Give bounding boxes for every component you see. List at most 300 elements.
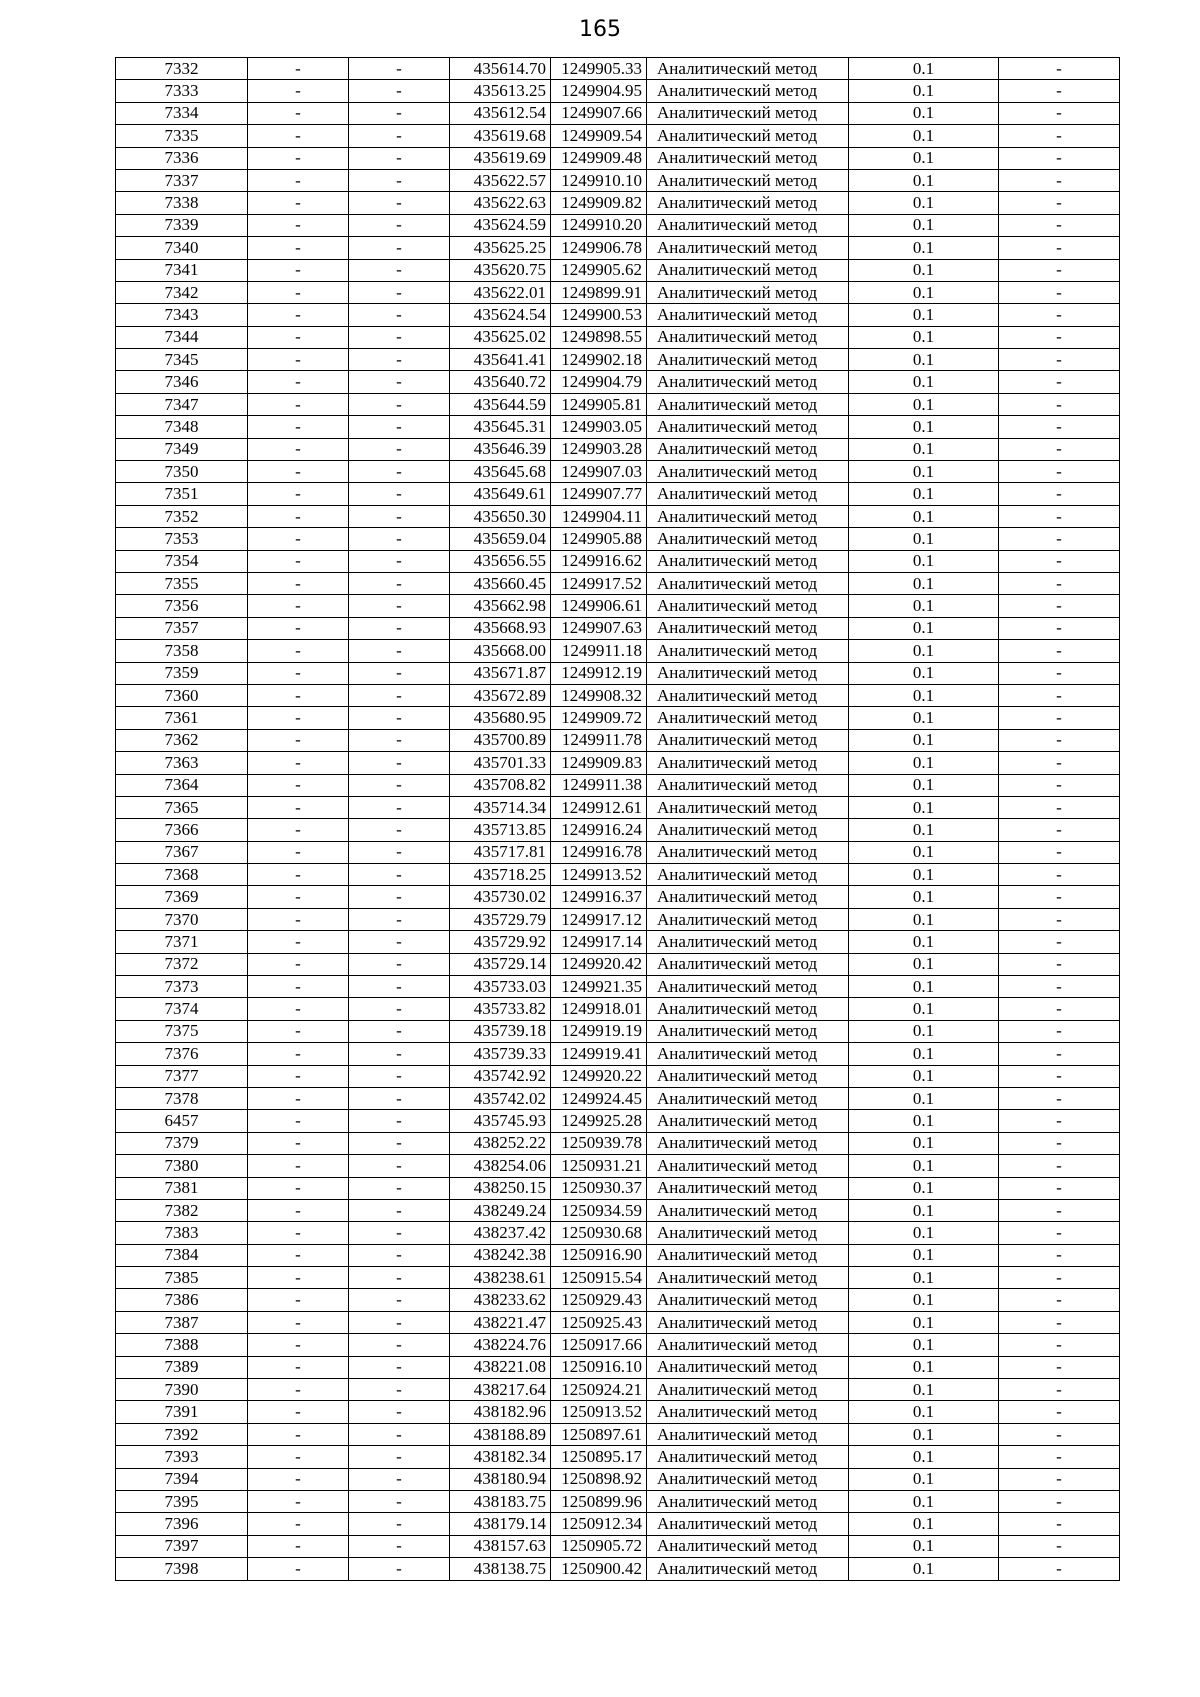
point-number-cell: 7380 [116, 1155, 248, 1177]
point-number-cell: 7367 [116, 841, 248, 863]
dash-cell: - [349, 1468, 450, 1490]
method-cell: Аналитический метод [647, 976, 849, 998]
method-cell: Аналитический метод [647, 58, 849, 80]
x-coordinate-cell: 435622.01 [450, 281, 551, 303]
dash-cell: - [349, 1155, 450, 1177]
dash-cell: - [248, 998, 349, 1020]
accuracy-cell: 0.1 [849, 102, 999, 124]
point-number-cell: 7351 [116, 483, 248, 505]
dash-cell: - [248, 886, 349, 908]
table-row [116, 214, 1120, 236]
accuracy-cell: 0.1 [849, 1468, 999, 1490]
dash-cell: - [349, 796, 450, 818]
dash-cell: - [999, 505, 1120, 527]
method-cell: Аналитический метод [647, 1132, 849, 1154]
dash-cell: - [349, 281, 450, 303]
accuracy-cell: 0.1 [849, 819, 999, 841]
accuracy-cell: 0.1 [849, 461, 999, 483]
dash-cell: - [248, 281, 349, 303]
method-cell: Аналитический метод [647, 1379, 849, 1401]
dash-cell: - [999, 662, 1120, 684]
method-cell: Аналитический метод [647, 1087, 849, 1109]
method-cell: Аналитический метод [647, 640, 849, 662]
accuracy-cell: 0.1 [849, 147, 999, 169]
method-cell: Аналитический метод [647, 1222, 849, 1244]
table-row [116, 931, 1120, 953]
table-row [116, 1423, 1120, 1445]
accuracy-cell: 0.1 [849, 326, 999, 348]
point-number-cell: 7391 [116, 1401, 248, 1423]
dash-cell: - [999, 864, 1120, 886]
dash-cell: - [248, 662, 349, 684]
dash-cell: - [999, 1177, 1120, 1199]
point-number-cell: 7359 [116, 662, 248, 684]
y-coordinate-cell: 1249916.24 [551, 819, 647, 841]
y-coordinate-cell: 1249905.33 [551, 58, 647, 80]
method-cell: Аналитический метод [647, 416, 849, 438]
x-coordinate-cell: 435730.02 [450, 886, 551, 908]
x-coordinate-cell: 438217.64 [450, 1379, 551, 1401]
y-coordinate-cell: 1249906.61 [551, 595, 647, 617]
dash-cell: - [349, 1446, 450, 1468]
y-coordinate-cell: 1249904.79 [551, 371, 647, 393]
method-cell: Аналитический метод [647, 617, 849, 639]
point-number-cell: 7332 [116, 58, 248, 80]
accuracy-cell: 0.1 [849, 1558, 999, 1580]
dash-cell: - [349, 1401, 450, 1423]
dash-cell: - [349, 572, 450, 594]
table-row [116, 1401, 1120, 1423]
y-coordinate-cell: 1249903.28 [551, 438, 647, 460]
x-coordinate-cell: 435668.93 [450, 617, 551, 639]
dash-cell: - [349, 102, 450, 124]
y-coordinate-cell: 1249903.05 [551, 416, 647, 438]
dash-cell: - [999, 1401, 1120, 1423]
dash-cell: - [999, 707, 1120, 729]
dash-cell: - [999, 1535, 1120, 1557]
point-number-cell: 7396 [116, 1513, 248, 1535]
dash-cell: - [999, 58, 1120, 80]
y-coordinate-cell: 1250915.54 [551, 1267, 647, 1289]
y-coordinate-cell: 1250939.78 [551, 1132, 647, 1154]
point-number-cell: 7352 [116, 505, 248, 527]
dash-cell: - [248, 1177, 349, 1199]
x-coordinate-cell: 435614.70 [450, 58, 551, 80]
point-number-cell: 7375 [116, 1020, 248, 1042]
accuracy-cell: 0.1 [849, 998, 999, 1020]
point-number-cell: 7366 [116, 819, 248, 841]
accuracy-cell: 0.1 [849, 393, 999, 415]
y-coordinate-cell: 1249913.52 [551, 864, 647, 886]
y-coordinate-cell: 1249917.14 [551, 931, 647, 953]
method-cell: Аналитический метод [647, 1446, 849, 1468]
point-number-cell: 7383 [116, 1222, 248, 1244]
dash-cell: - [349, 1177, 450, 1199]
accuracy-cell: 0.1 [849, 237, 999, 259]
table-row [116, 684, 1120, 706]
dash-cell: - [999, 259, 1120, 281]
method-cell: Аналитический метод [647, 886, 849, 908]
table-row [116, 976, 1120, 998]
dash-cell: - [248, 528, 349, 550]
point-number-cell: 7364 [116, 774, 248, 796]
y-coordinate-cell: 1249905.81 [551, 393, 647, 415]
method-cell: Аналитический метод [647, 393, 849, 415]
point-number-cell: 7384 [116, 1244, 248, 1266]
y-coordinate-cell: 1249907.03 [551, 461, 647, 483]
method-cell: Аналитический метод [647, 505, 849, 527]
table-row [116, 461, 1120, 483]
accuracy-cell: 0.1 [849, 1379, 999, 1401]
x-coordinate-cell: 435668.00 [450, 640, 551, 662]
point-number-cell: 6457 [116, 1110, 248, 1132]
accuracy-cell: 0.1 [849, 505, 999, 527]
y-coordinate-cell: 1249910.10 [551, 169, 647, 191]
y-coordinate-cell: 1249916.37 [551, 886, 647, 908]
table-row [116, 886, 1120, 908]
point-number-cell: 7373 [116, 976, 248, 998]
x-coordinate-cell: 435641.41 [450, 349, 551, 371]
dash-cell: - [999, 1020, 1120, 1042]
dash-cell: - [349, 483, 450, 505]
dash-cell: - [248, 1199, 349, 1221]
coordinates-table [115, 57, 1120, 1581]
table-row [116, 147, 1120, 169]
dash-cell: - [999, 1222, 1120, 1244]
x-coordinate-cell: 438180.94 [450, 1468, 551, 1490]
accuracy-cell: 0.1 [849, 662, 999, 684]
dash-cell: - [999, 819, 1120, 841]
y-coordinate-cell: 1249898.55 [551, 326, 647, 348]
table-row [116, 1535, 1120, 1557]
dash-cell: - [999, 841, 1120, 863]
table-body [116, 58, 1120, 1581]
x-coordinate-cell: 435717.81 [450, 841, 551, 863]
x-coordinate-cell: 438238.61 [450, 1267, 551, 1289]
accuracy-cell: 0.1 [849, 774, 999, 796]
y-coordinate-cell: 1249912.19 [551, 662, 647, 684]
dash-cell: - [248, 169, 349, 191]
x-coordinate-cell: 438221.47 [450, 1311, 551, 1333]
accuracy-cell: 0.1 [849, 349, 999, 371]
method-cell: Аналитический метод [647, 796, 849, 818]
dash-cell: - [349, 58, 450, 80]
x-coordinate-cell: 438242.38 [450, 1244, 551, 1266]
table-row [116, 505, 1120, 527]
x-coordinate-cell: 435660.45 [450, 572, 551, 594]
table-row [116, 1043, 1120, 1065]
y-coordinate-cell: 1250897.61 [551, 1423, 647, 1445]
dash-cell: - [349, 640, 450, 662]
dash-cell: - [349, 1423, 450, 1445]
accuracy-cell: 0.1 [849, 1087, 999, 1109]
dash-cell: - [999, 1356, 1120, 1378]
dash-cell: - [248, 841, 349, 863]
point-number-cell: 7336 [116, 147, 248, 169]
table-row [116, 483, 1120, 505]
dash-cell: - [248, 214, 349, 236]
table-row [116, 528, 1120, 550]
accuracy-cell: 0.1 [849, 1491, 999, 1513]
y-coordinate-cell: 1250917.66 [551, 1334, 647, 1356]
dash-cell: - [999, 617, 1120, 639]
method-cell: Аналитический метод [647, 1334, 849, 1356]
dash-cell: - [349, 147, 450, 169]
point-number-cell: 7395 [116, 1491, 248, 1513]
x-coordinate-cell: 438157.63 [450, 1535, 551, 1557]
y-coordinate-cell: 1249908.32 [551, 684, 647, 706]
accuracy-cell: 0.1 [849, 752, 999, 774]
accuracy-cell: 0.1 [849, 1267, 999, 1289]
x-coordinate-cell: 435733.03 [450, 976, 551, 998]
table-row [116, 819, 1120, 841]
point-number-cell: 7344 [116, 326, 248, 348]
dash-cell: - [248, 1513, 349, 1535]
accuracy-cell: 0.1 [849, 1043, 999, 1065]
point-number-cell: 7341 [116, 259, 248, 281]
x-coordinate-cell: 438182.34 [450, 1446, 551, 1468]
accuracy-cell: 0.1 [849, 684, 999, 706]
x-coordinate-cell: 435644.59 [450, 393, 551, 415]
dash-cell: - [248, 1356, 349, 1378]
x-coordinate-cell: 435622.63 [450, 192, 551, 214]
method-cell: Аналитический метод [647, 326, 849, 348]
dash-cell: - [248, 1132, 349, 1154]
table-row [116, 1558, 1120, 1580]
method-cell: Аналитический метод [647, 550, 849, 572]
x-coordinate-cell: 435646.39 [450, 438, 551, 460]
table-row [116, 1020, 1120, 1042]
point-number-cell: 7376 [116, 1043, 248, 1065]
dash-cell: - [248, 1379, 349, 1401]
dash-cell: - [349, 438, 450, 460]
table-row [116, 729, 1120, 751]
table-row [116, 1379, 1120, 1401]
dash-cell: - [248, 1289, 349, 1311]
point-number-cell: 7356 [116, 595, 248, 617]
dash-cell: - [999, 1334, 1120, 1356]
point-number-cell: 7338 [116, 192, 248, 214]
accuracy-cell: 0.1 [849, 1110, 999, 1132]
x-coordinate-cell: 438138.75 [450, 1558, 551, 1580]
y-coordinate-cell: 1250924.21 [551, 1379, 647, 1401]
table-row [116, 416, 1120, 438]
dash-cell: - [349, 80, 450, 102]
dash-cell: - [349, 1289, 450, 1311]
dash-cell: - [999, 326, 1120, 348]
y-coordinate-cell: 1250895.17 [551, 1446, 647, 1468]
dash-cell: - [999, 550, 1120, 572]
table-row [116, 640, 1120, 662]
method-cell: Аналитический метод [647, 214, 849, 236]
y-coordinate-cell: 1249909.83 [551, 752, 647, 774]
dash-cell: - [999, 931, 1120, 953]
dash-cell: - [999, 192, 1120, 214]
y-coordinate-cell: 1249918.01 [551, 998, 647, 1020]
accuracy-cell: 0.1 [849, 125, 999, 147]
accuracy-cell: 0.1 [849, 617, 999, 639]
point-number-cell: 7394 [116, 1468, 248, 1490]
point-number-cell: 7360 [116, 684, 248, 706]
dash-cell: - [999, 1244, 1120, 1266]
point-number-cell: 7339 [116, 214, 248, 236]
point-number-cell: 7343 [116, 304, 248, 326]
dash-cell: - [349, 1558, 450, 1580]
table-row [116, 349, 1120, 371]
method-cell: Аналитический метод [647, 1177, 849, 1199]
x-coordinate-cell: 438250.15 [450, 1177, 551, 1199]
method-cell: Аналитический метод [647, 1423, 849, 1445]
dash-cell: - [999, 1491, 1120, 1513]
y-coordinate-cell: 1250912.34 [551, 1513, 647, 1535]
y-coordinate-cell: 1249907.66 [551, 102, 647, 124]
dash-cell: - [349, 1334, 450, 1356]
y-coordinate-cell: 1249904.11 [551, 505, 647, 527]
dash-cell: - [248, 125, 349, 147]
y-coordinate-cell: 1249899.91 [551, 281, 647, 303]
dash-cell: - [999, 998, 1120, 1020]
x-coordinate-cell: 435742.02 [450, 1087, 551, 1109]
y-coordinate-cell: 1249917.52 [551, 572, 647, 594]
dash-cell: - [349, 214, 450, 236]
table-row [116, 281, 1120, 303]
dash-cell: - [349, 1244, 450, 1266]
accuracy-cell: 0.1 [849, 281, 999, 303]
dash-cell: - [999, 1110, 1120, 1132]
dash-cell: - [349, 1132, 450, 1154]
y-coordinate-cell: 1249919.19 [551, 1020, 647, 1042]
y-coordinate-cell: 1250900.42 [551, 1558, 647, 1580]
y-coordinate-cell: 1249907.77 [551, 483, 647, 505]
dash-cell: - [248, 349, 349, 371]
dash-cell: - [248, 729, 349, 751]
accuracy-cell: 0.1 [849, 864, 999, 886]
y-coordinate-cell: 1250916.10 [551, 1356, 647, 1378]
table-row [116, 1155, 1120, 1177]
x-coordinate-cell: 435622.57 [450, 169, 551, 191]
x-coordinate-cell: 435650.30 [450, 505, 551, 527]
dash-cell: - [999, 729, 1120, 751]
x-coordinate-cell: 435625.25 [450, 237, 551, 259]
x-coordinate-cell: 435739.33 [450, 1043, 551, 1065]
x-coordinate-cell: 438249.24 [450, 1199, 551, 1221]
accuracy-cell: 0.1 [849, 1401, 999, 1423]
accuracy-cell: 0.1 [849, 976, 999, 998]
y-coordinate-cell: 1249900.53 [551, 304, 647, 326]
dash-cell: - [999, 1289, 1120, 1311]
method-cell: Аналитический метод [647, 1043, 849, 1065]
dash-cell: - [248, 796, 349, 818]
dash-cell: - [349, 1199, 450, 1221]
dash-cell: - [248, 1401, 349, 1423]
table-row [116, 617, 1120, 639]
method-cell: Аналитический метод [647, 662, 849, 684]
method-cell: Аналитический метод [647, 461, 849, 483]
method-cell: Аналитический метод [647, 1289, 849, 1311]
method-cell: Аналитический метод [647, 147, 849, 169]
dash-cell: - [248, 461, 349, 483]
table-row [116, 908, 1120, 930]
dash-cell: - [999, 1468, 1120, 1490]
x-coordinate-cell: 435680.95 [450, 707, 551, 729]
x-coordinate-cell: 438179.14 [450, 1513, 551, 1535]
dash-cell: - [248, 326, 349, 348]
dash-cell: - [349, 528, 450, 550]
accuracy-cell: 0.1 [849, 908, 999, 930]
dash-cell: - [349, 237, 450, 259]
y-coordinate-cell: 1249916.78 [551, 841, 647, 863]
dash-cell: - [349, 998, 450, 1020]
dash-cell: - [248, 908, 349, 930]
dash-cell: - [999, 1423, 1120, 1445]
x-coordinate-cell: 435718.25 [450, 864, 551, 886]
table-row [116, 1267, 1120, 1289]
dash-cell: - [999, 1311, 1120, 1333]
y-coordinate-cell: 1250929.43 [551, 1289, 647, 1311]
x-coordinate-cell: 435662.98 [450, 595, 551, 617]
accuracy-cell: 0.1 [849, 1177, 999, 1199]
dash-cell: - [349, 1043, 450, 1065]
point-number-cell: 7362 [116, 729, 248, 751]
y-coordinate-cell: 1250898.92 [551, 1468, 647, 1490]
dash-cell: - [349, 461, 450, 483]
accuracy-cell: 0.1 [849, 796, 999, 818]
dash-cell: - [999, 125, 1120, 147]
y-coordinate-cell: 1249925.28 [551, 1110, 647, 1132]
dash-cell: - [999, 774, 1120, 796]
dash-cell: - [248, 102, 349, 124]
y-coordinate-cell: 1249924.45 [551, 1087, 647, 1109]
point-number-cell: 7385 [116, 1267, 248, 1289]
dash-cell: - [248, 58, 349, 80]
x-coordinate-cell: 438188.89 [450, 1423, 551, 1445]
y-coordinate-cell: 1249907.63 [551, 617, 647, 639]
dash-cell: - [248, 80, 349, 102]
x-coordinate-cell: 435624.54 [450, 304, 551, 326]
dash-cell: - [248, 1311, 349, 1333]
table-row [116, 125, 1120, 147]
accuracy-cell: 0.1 [849, 1535, 999, 1557]
dash-cell: - [999, 416, 1120, 438]
table-row [116, 1446, 1120, 1468]
method-cell: Аналитический метод [647, 998, 849, 1020]
point-number-cell: 7354 [116, 550, 248, 572]
method-cell: Аналитический метод [647, 80, 849, 102]
dash-cell: - [248, 572, 349, 594]
accuracy-cell: 0.1 [849, 841, 999, 863]
dash-cell: - [349, 304, 450, 326]
x-coordinate-cell: 438254.06 [450, 1155, 551, 1177]
dash-cell: - [999, 281, 1120, 303]
dash-cell: - [248, 1558, 349, 1580]
x-coordinate-cell: 435742.92 [450, 1065, 551, 1087]
table-row [116, 550, 1120, 572]
point-number-cell: 7378 [116, 1087, 248, 1109]
dash-cell: - [349, 886, 450, 908]
table-row [116, 237, 1120, 259]
method-cell: Аналитический метод [647, 1513, 849, 1535]
accuracy-cell: 0.1 [849, 214, 999, 236]
x-coordinate-cell: 435671.87 [450, 662, 551, 684]
dash-cell: - [349, 908, 450, 930]
y-coordinate-cell: 1249902.18 [551, 349, 647, 371]
dash-cell: - [349, 1356, 450, 1378]
dash-cell: - [999, 304, 1120, 326]
point-number-cell: 7361 [116, 707, 248, 729]
dash-cell: - [349, 774, 450, 796]
accuracy-cell: 0.1 [849, 953, 999, 975]
point-number-cell: 7382 [116, 1199, 248, 1221]
